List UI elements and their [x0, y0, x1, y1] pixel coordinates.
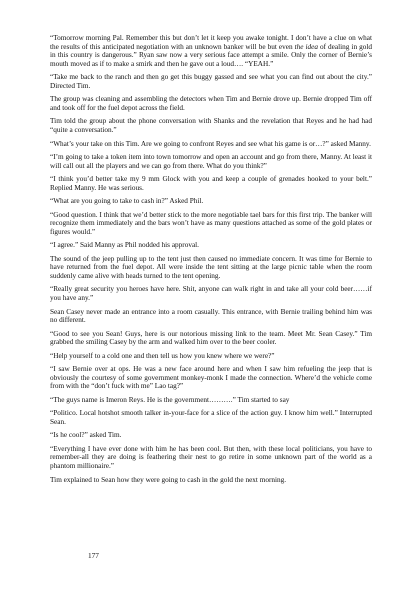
paragraph: “Is he cool?” asked Tim.	[50, 431, 122, 440]
paragraph	[50, 34, 372, 68]
paragraph: Tim told the group about the phone conversation with Shanks and the revelation that Reyes and he had had “quite a conversation.”	[50, 117, 372, 135]
paragraph: “Politico. Local hotshot smooth talker in-your-face for a slice of the action guy. I know him well.” Interrupted Sean.	[50, 409, 372, 426]
paragraph: “Everything I have ever done with him he has been cool. But then, with these local politicians, you have to remember-all they are doing is feathering their nest to go retire in some unknown part of the world as a phantom millionaire.”	[50, 444, 372, 471]
paragraph: “The guys name is Imeron Reys. He is the government……….” Tim started to say	[50, 395, 290, 404]
paragraph: “What’s your take on this Tim. Are we going to confront Reyes and see what his game is or…?” asked Manny.	[50, 139, 371, 148]
emphasized-text: the idea	[294, 42, 318, 51]
paragraph-text: of dealing in gold in this country is dangerous.” Ryan saw now a very serious face attempt a smile. Only the corner of Bernie’s mouth moved as if to make a smirk and then he gave out a loud…. “YEAH.”	[50, 42, 372, 68]
paragraph: The sound of the jeep pulling up to the tent just then caused no immediate concern. It was time for Bernie to have returned from the fuel depot. All were inside the tent sitting at the large picnic table when the room suddenly came alive with heads turned to the tent opening.	[50, 254, 372, 280]
paragraph: “Really great security you heroes have here. Shit, anyone can walk right in and take all your cold beer……if you have any.”	[50, 285, 372, 303]
paragraph: Sean Casey never made an entrance into a room casually. This entrance, with Bernie trailing behind him was no different.	[50, 307, 372, 325]
paragraph: “Help yourself to a cold one and then tell us how you knew where we were?”	[50, 351, 275, 360]
paragraph: “Good to see you Sean! Guys, here is our notorious missing link to the team. Meet Mr. Sean Casey.” Tim grabbed the smiling Casey by the arm and walked him over to the beer cooler.	[50, 329, 372, 347]
paragraph: “I agree.” Said Manny as Phil nodded his approval.	[50, 241, 199, 250]
paragraph: The group was cleaning and assembling the detectors when Tim and Bernie drove up. Bernie dropped Tim off and took off for the fuel depot across the field.	[50, 95, 372, 112]
paragraph: “What are you going to take to cash in?” Asked Phil.	[50, 197, 204, 206]
paragraph: “Good question. I think that we’d better stick to the more negotiable tael bars for this first trip. The banker will recognize them immediately and the bars won’t have as many questions attached as some of the gold plates or figures would.”	[50, 210, 372, 236]
paragraph-text: “Tomorrow morning Pal. Remember this but don’t let it keep you awake tonight. I don’t have a clue on what the results of this anticipated negotiation with an unknown banker will be but even	[50, 34, 372, 51]
body-text	[50, 34, 372, 489]
paragraph: Tim explained to Sean how they were going to cash in the gold the next morning.	[50, 475, 287, 484]
paragraph: “I’m going to take a token item into town tomorrow and open an account and go from there, Manny. At least it will call out all the players and we can go from there. What do you think?”	[50, 152, 372, 170]
page-number: 177	[88, 552, 99, 560]
paragraph: “I saw Bernie over at ops. He was a new face around here and when I saw him refueling the jeep that is obviously the courtesy of some government monkey-monk I made the connection. Where’d the vehicle come from with the “don’t fuck with me” Lao tag?”	[50, 365, 372, 391]
paragraph: “Take me back to the ranch and then go get this buggy gassed and see what you can find out about the city.” Directed Tim.	[50, 73, 372, 90]
paragraph: “I think you’d better take my 9 mm Glock with you and keep a couple of grenades hooked to your belt.” Replied Manny. He was serious.	[50, 175, 372, 192]
